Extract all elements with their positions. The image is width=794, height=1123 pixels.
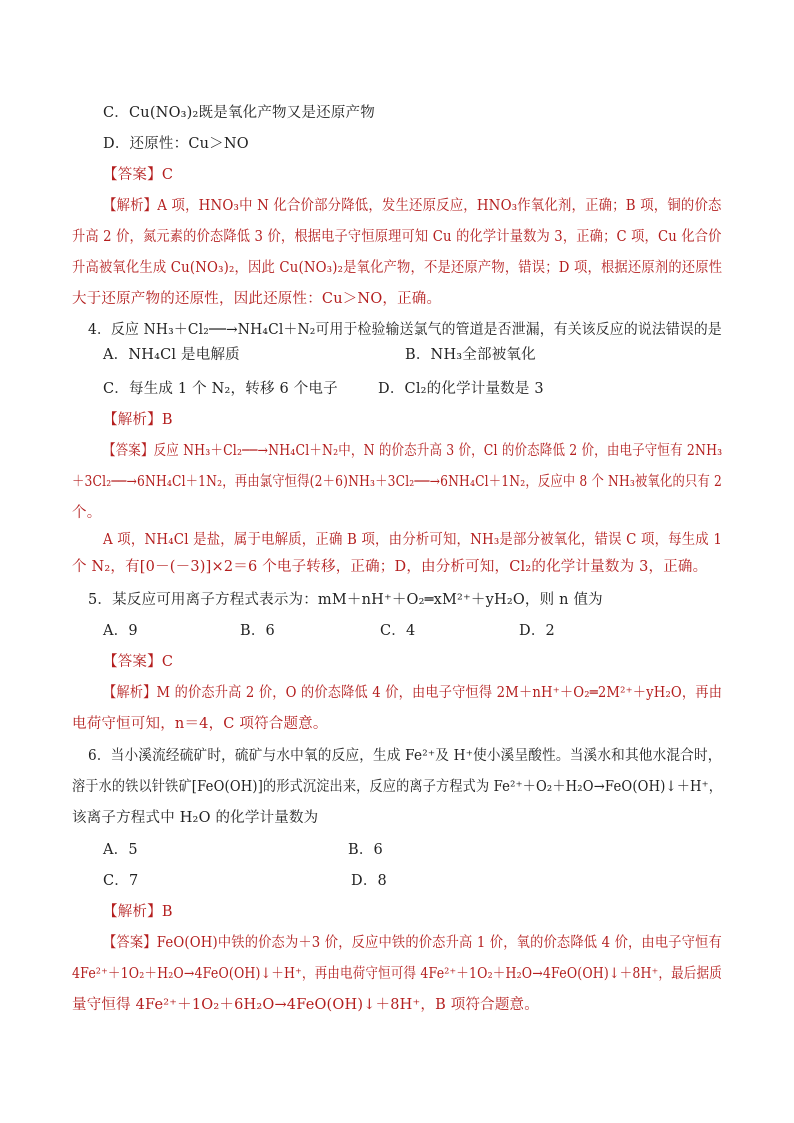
q3-analysis-line-3: 升高被氧化生成 Cu(NO₃)₂，因此 Cu(NO₃)₂是氧化产物，不是还原产物，错误；D 项，根据还原剂的还原性 [72,260,723,276]
q6-explain-line-3: 量守恒得 4Fe²⁺＋1O₂＋6H₂O→4FeO(OH)↓＋8H⁺，B 项符合题意。 [72,997,539,1013]
q6-stem-line-3: 该离子方程式中 H₂O 的化学计量数为 [72,810,319,826]
answer-value: B [161,412,173,428]
analysis-label: 【解析】 [103,198,158,214]
q4-explain-line-5: 个 N₂，有[0－(－3)]×2＝6 个电子转移，正确；D，由分析可知，Cl₂的化学计量数为 3，正确。 [72,559,708,575]
q4-stem: 4．反应 NH₃＋Cl₂──→NH₄Cl＋N₂可用于检验输送氯气的管道是否泄漏，有关该反应的说法错误的是 [88,322,722,338]
answer-value: C [161,167,174,183]
q6-stem-line-2: 溶于水的铁以针铁矿[FeO(OH)]的形式沉淀出来，反应的离子方程式为 Fe²⁺＋O₂＋H₂O→FeO(OH)↓＋H⁺， [72,779,723,795]
q4-option-d: D．Cl₂的化学计量数是 3 [378,381,544,397]
explain-text: FeO(OH)中铁的价态为＋3 价，反应中铁的价态升高 1 价，氧的价态降低 4 价，由电子守恒有 [156,935,722,951]
answer-label: 【答案】 [103,935,157,951]
q6-option-a: A．5 [103,842,138,858]
q6-stem-line-1: 6．当小溪流经硫矿时，硫矿与水中氧的反应，生成 Fe²⁺及 H⁺使小溪呈酸性。当溪水和其他水混合时， [88,748,722,764]
q4-explain-line-1 [103,441,722,461]
q6-option-d: D．8 [351,873,387,889]
q4-label-line [103,410,173,430]
answer-value: C [161,654,174,670]
q3-answer-line [103,165,173,185]
q4-option-b: B．NH₃全部被氧化 [405,347,536,363]
q6-label-line [103,902,173,922]
q3-option-d: D．还原性：Cu＞NO [103,136,249,152]
analysis-label: 【解析】 [103,904,162,920]
q5-analysis-line-1 [103,683,722,703]
q4-explain-line-2: ＋3Cl₂──→6NH₄Cl＋1N₂，再由氯守恒得(2＋6)NH₃＋3Cl₂──→6NH₄Cl＋1N₂，反应中 8 个 NH₃被氧化的只有 2 [72,474,723,490]
analysis-label: 【解析】 [103,412,162,428]
q5-option-c: C．4 [380,623,416,639]
q3-analysis-line-2: 升高 2 价，氮元素的价态降低 3 价，根据电子守恒原理可知 Cu 的化学计量数为 3，正确；C 项，Cu 化合价 [72,229,722,245]
q5-stem: 5．某反应可用离子方程式表示为：mM＋nH⁺＋O₂═xM²⁺＋yH₂O，则 n 值为 [88,592,603,608]
analysis-text: M 的价态升高 2 价，O 的价态降低 4 价，由电子守恒得 2M＋nH⁺＋O₂═2M²⁺＋yH₂O，再由 [156,685,723,701]
q6-option-c: C．7 [103,873,139,889]
answer-value: B [161,904,173,920]
q3-analysis-line-1 [103,196,722,216]
q5-option-d: D．2 [519,623,555,639]
q3-analysis-line-4: 大于还原产物的还原性，因此还原性：Cu＞NO，正确。 [72,291,442,307]
q4-explain-line-4: A 项，NH₄Cl 是盐，属于电解质，正确 B 项，由分析可知，NH₃是部分被氧化，错误 C 项，每生成 1 [103,532,723,548]
q3-option-c: C．Cu(NO₃)₂既是氧化产物又是还原产物 [103,105,375,121]
analysis-text: A 项，HNO₃中 N 化合价部分降低，发生还原反应，HNO₃作氧化剂，正确；B 项，铜的价态 [157,198,722,214]
q6-explain-line-2: 4Fe²⁺＋1O₂＋H₂O→4FeO(OH)↓＋H⁺，再由电荷守恒可得 4Fe²⁺＋1O₂＋H₂O→4FeO(OH)↓＋8H⁺，最后据质 [72,966,722,982]
q5-option-a: A．9 [103,623,138,639]
q6-option-b: B．6 [348,842,383,858]
q5-option-b: B．6 [240,623,275,639]
answer-label: 【答案】 [103,443,154,459]
q5-analysis-line-2: 电荷守恒可知，n＝4，C 项符合题意。 [72,716,328,732]
q6-explain-line-1 [103,933,722,953]
q4-option-c: C．每生成 1 个 N₂，转移 6 个电子 [103,381,338,397]
q4-explain-line-3: 个。 [72,505,102,521]
q5-answer-line [103,652,173,672]
answer-label: 【答案】 [103,654,162,670]
analysis-label: 【解析】 [103,685,157,701]
explain-text: 反应 NH₃＋Cl₂──→NH₄Cl＋N₂中，N 的价态升高 3 价，Cl 的价态降低 2 价，由电子守恒有 2NH₃ [153,443,723,459]
q4-option-a: A．NH₄Cl 是电解质 [103,347,240,363]
answer-label: 【答案】 [103,167,162,183]
